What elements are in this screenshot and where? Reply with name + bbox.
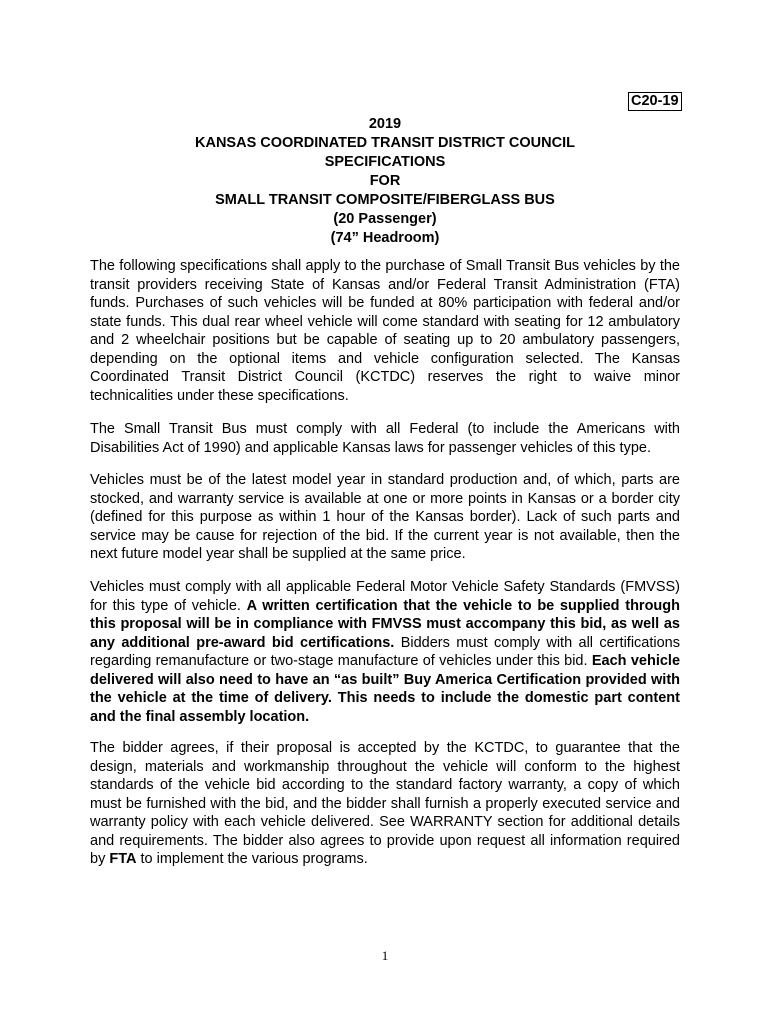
- title-bus-type: SMALL TRANSIT COMPOSITE/FIBERGLASS BUS: [215, 192, 555, 208]
- buy-america-bold: Each vehicle delivered will also need to have an “as built” Buy America Certification provided with the vehicle at the time of delivery. This needs to include the domestic part content and the final assembly location.: [90, 653, 681, 725]
- warranty-text-c: to implement the various programs.: [136, 851, 368, 867]
- document-id-box: C20-19: [628, 92, 682, 111]
- title-year: 2019: [368, 116, 402, 132]
- title-specifications: SPECIFICATIONS: [324, 154, 446, 170]
- fta-bold: FTA: [109, 851, 137, 867]
- fmvss-text-a: Vehicles must comply with all applicable Federal Motor Vehicle Safety Standards (FMVSS) for this type of vehicle.: [90, 579, 680, 614]
- document-title: [90, 115, 680, 248]
- paragraph-fmvss: [90, 578, 680, 726]
- fmvss-certification-bold: A written certification that the vehicle to be supplied through this proposal will be in compliance with FMVSS must accompany this bid, as well as any additional pre-award bid certifications.: [90, 597, 680, 651]
- page-number: 1: [381, 948, 389, 963]
- warranty-text-a: The bidder agrees, if their proposal is accepted by the KCTDC, to guarantee that the design, materials and workmanship throughout the vehicle will conform to the highest standards of the vehicle bid according to the standard factory warranty, a copy of which must be furnished with the bid, and the bidder shall furnish a properly executed service and warranty policy with each vehicle delivered. See WARRANTY section for additional details and requirements. The bidder also agrees to provide upon request all information required by: [90, 740, 680, 867]
- paragraph-model-year: Vehicles must be of the latest model year in standard production and, of which, parts are stocked, and warranty service is available at one or more points in Kansas or a border city (defined for this purpose as within 1 hour of the Kansas border). Lack of such parts and service may be cause for rejection of the bid. If the current year is not available, then the next future model year shall be supplied at the same price.: [90, 472, 680, 562]
- title-council: KANSAS COORDINATED TRANSIT DISTRICT COUNCIL: [195, 135, 575, 151]
- title-passenger: (20 Passenger): [333, 211, 437, 227]
- title-headroom: (74” Headroom): [330, 230, 440, 246]
- paragraph-scope: The following specifications shall apply to the purchase of Small Transit Bus vehicles by the transit providers receiving State of Kansas and/or Federal Transit Administration (FTA) funds. Purchases of such vehicles will be funded at 80% participation with federal and/or state funds. This dual rear wheel vehicle will come standard with seating for 12 ambulatory and 2 wheelchair positions but be capable of seating up to 20 ambulatory passengers, depending on the optional items and vehicle configuration selected. The Kansas Coordinated Transit District Council (KCTDC) reserves the right to waive minor technicalities under these specifications.: [90, 258, 680, 404]
- paragraph-warranty: [90, 739, 680, 869]
- title-for: FOR: [369, 173, 401, 189]
- paragraph-compliance: The Small Transit Bus must comply with all Federal (to include the Americans with Disabilities Act of 1990) and applicable Kansas laws for passenger vehicles of this type.: [90, 421, 680, 456]
- fmvss-text-c: Bidders must comply with all certifications regarding remanufacture or two-stage manufacture of vehicles under this bid.: [90, 634, 680, 669]
